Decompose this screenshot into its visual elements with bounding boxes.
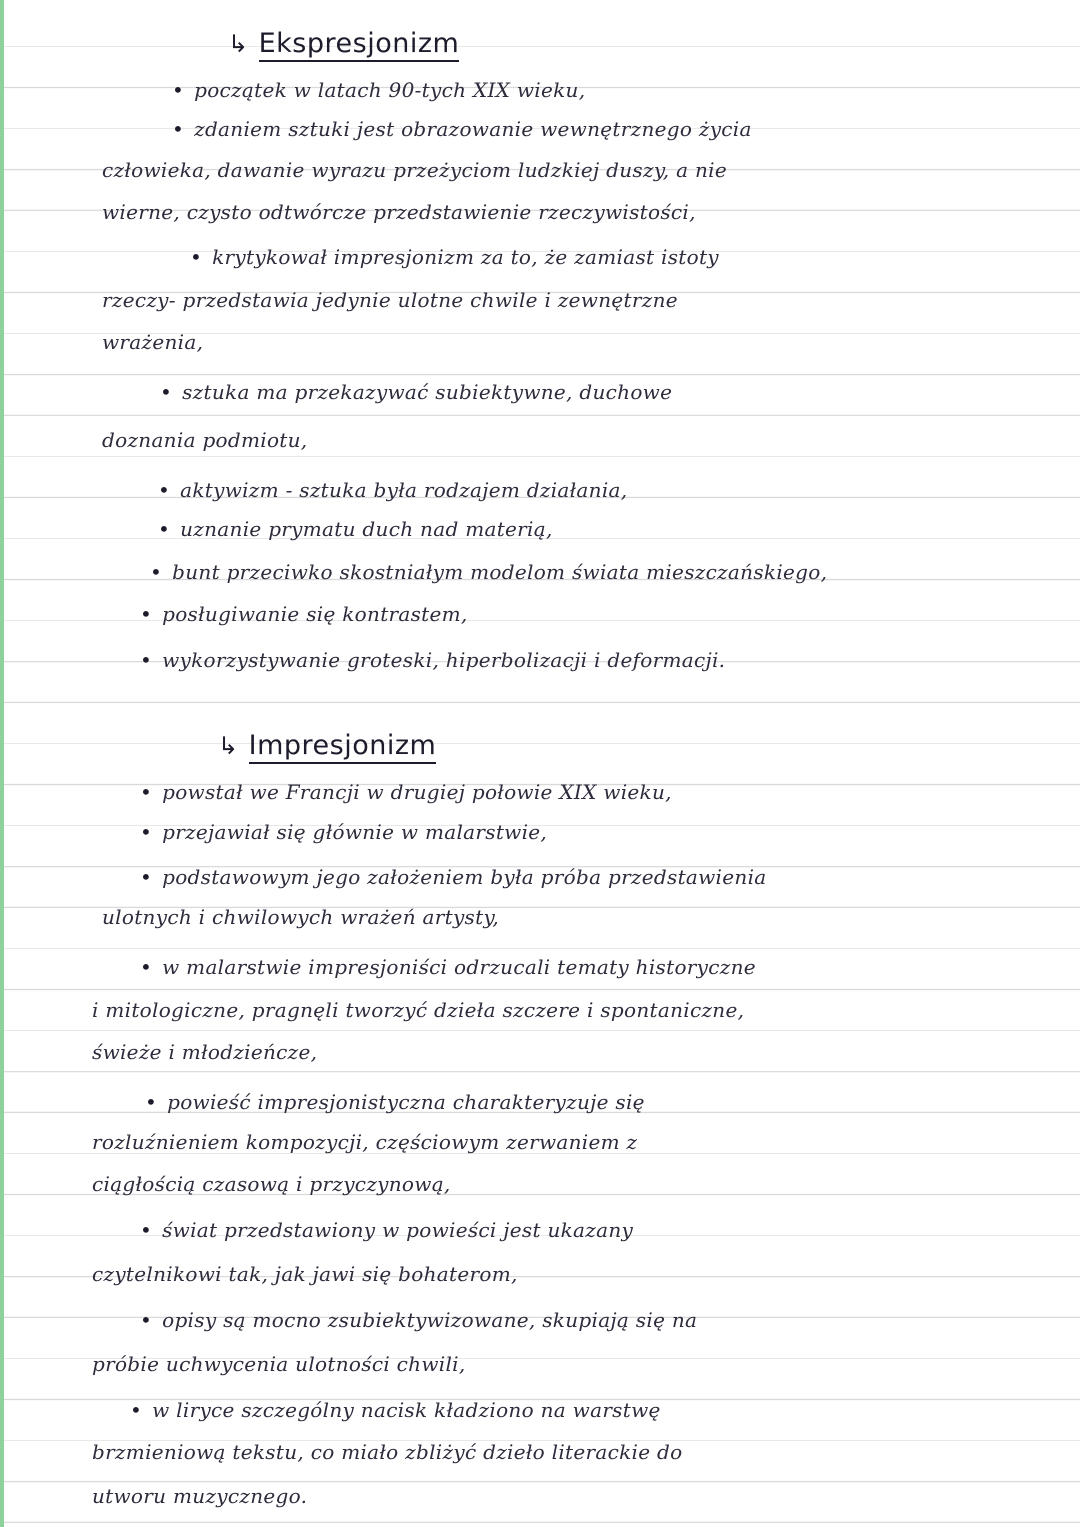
- heading-title: Ekspresjonizm: [259, 28, 460, 62]
- note-line: • posługiwanie się kontrastem,: [140, 602, 468, 626]
- bullet-icon: •: [140, 865, 153, 889]
- note-line: • aktywizm - sztuka była rodzajem działania,: [158, 478, 628, 502]
- note-line: • sztuka ma przekazywać subiektywne, duchowe: [160, 380, 673, 404]
- note-line: brzmieniową tekstu, co miało zbliżyć dzieło literackie do: [92, 1440, 683, 1464]
- arrow-icon: ↳: [218, 732, 239, 760]
- note-line: • w liryce szczególny nacisk kładziono na warstwę: [130, 1398, 661, 1422]
- note-line: i mitologiczne, pragnęli tworzyć dzieła szczere i spontaniczne,: [92, 998, 745, 1022]
- note-line: ciągłością czasową i przyczynową,: [92, 1172, 451, 1196]
- note-line: czytelnikowi tak, jak jawi się bohaterom,: [92, 1262, 518, 1286]
- note-line: świeże i młodzieńcze,: [92, 1040, 318, 1064]
- bullet-icon: •: [140, 648, 153, 672]
- bullet-icon: •: [140, 602, 153, 626]
- bullet-icon: •: [172, 78, 185, 102]
- bullet-icon: •: [145, 1090, 158, 1114]
- note-line: próbie uchwycenia ulotności chwili,: [92, 1352, 466, 1376]
- note-line: • zdaniem sztuki jest obrazowanie wewnętrznego życia: [172, 117, 752, 141]
- note-line: wierne, czysto odtwórcze przedstawienie rzeczywistości,: [102, 200, 696, 224]
- arrow-icon: ↳: [228, 30, 249, 58]
- note-line: • powieść impresjonistyczna charakteryzuje się: [145, 1090, 645, 1114]
- heading-impresjonizm: [218, 730, 436, 761]
- note-line: • świat przedstawiony w powieści jest ukazany: [140, 1218, 634, 1242]
- note-line: • początek w latach 90-tych XIX wieku,: [172, 78, 586, 102]
- bullet-icon: •: [190, 245, 203, 269]
- heading-ekspresjonizm: [228, 28, 459, 59]
- page-left-edge: [0, 0, 4, 1527]
- note-line: • bunt przeciwko skostniałym modelom świata mieszczańskiego,: [150, 560, 828, 584]
- note-line: • krytykował impresjonizm za to, że zamiast istoty: [190, 245, 719, 269]
- bullet-icon: •: [172, 117, 185, 141]
- bullet-icon: •: [150, 560, 163, 584]
- heading-title: Impresjonizm: [249, 730, 437, 764]
- note-line: ulotnych i chwilowych wrażeń artysty,: [102, 905, 500, 929]
- note-line: • wykorzystywanie groteski, hiperbolizacji i deformacji.: [140, 648, 726, 672]
- bullet-icon: •: [140, 1218, 153, 1242]
- bullet-icon: •: [160, 380, 173, 404]
- bullet-icon: •: [158, 517, 171, 541]
- note-line: rozluźnieniem kompozycji, częściowym zerwaniem z: [92, 1130, 638, 1154]
- bullet-icon: •: [140, 1308, 153, 1332]
- bullet-icon: •: [130, 1398, 143, 1422]
- bullet-icon: •: [140, 780, 153, 804]
- note-line: wrażenia,: [102, 330, 204, 354]
- bullet-icon: •: [140, 820, 153, 844]
- bullet-icon: •: [158, 478, 171, 502]
- note-line: • powstał we Francji w drugiej połowie XIX wieku,: [140, 780, 672, 804]
- note-line: • podstawowym jego założeniem była próba przedstawienia: [140, 865, 767, 889]
- note-line: • opisy są mocno zsubiektywizowane, skupiają się na: [140, 1308, 698, 1332]
- note-line: • przejawiał się głównie w malarstwie,: [140, 820, 548, 844]
- note-line: • w malarstwie impresjoniści odrzucali tematy historyczne: [140, 955, 756, 979]
- bullet-icon: •: [140, 955, 153, 979]
- note-line: rzeczy- przedstawia jedynie ulotne chwile i zewnętrzne: [102, 288, 678, 312]
- note-line: utworu muzycznego.: [92, 1484, 308, 1508]
- note-line: człowieka, dawanie wyrazu przeżyciom ludzkiej duszy, a nie: [102, 158, 727, 182]
- note-line: doznania podmiotu,: [102, 428, 308, 452]
- note-line: • uznanie prymatu duch nad materią,: [158, 517, 553, 541]
